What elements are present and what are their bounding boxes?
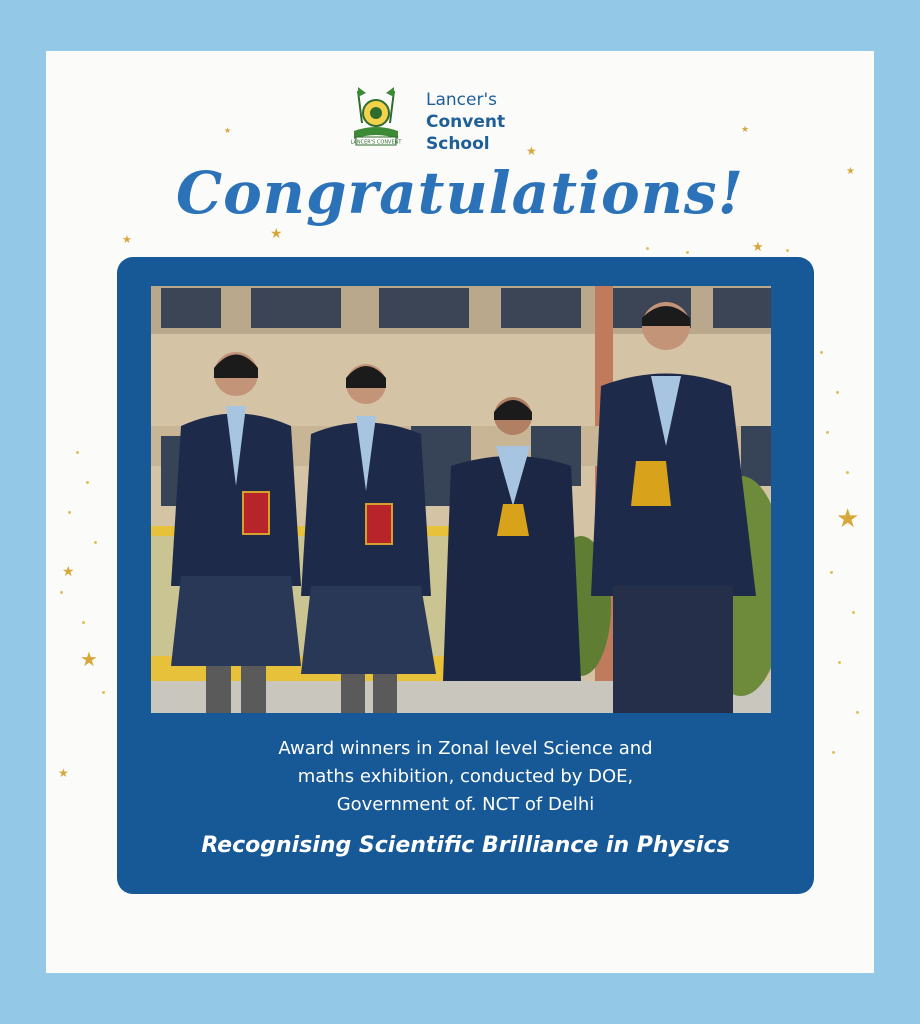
sparkle-dot [646, 247, 649, 250]
sparkle-dot [68, 511, 71, 514]
brand-name [426, 89, 505, 155]
award-winners-photo [151, 286, 771, 713]
sparkle-dot [838, 661, 841, 664]
sparkle-dot [786, 249, 789, 252]
award-panel [117, 257, 814, 894]
star-icon: ★ [526, 144, 537, 158]
caption-line-3: Government of. NCT of Delhi [336, 794, 595, 815]
caption-line-2: maths exhibition, conducted by DOE, [297, 766, 634, 787]
sparkle-dot [826, 431, 829, 434]
star-icon: ★ [846, 166, 855, 177]
sparkle-dot [832, 751, 835, 754]
sparkle-dot [836, 391, 839, 394]
sparkle-dot [102, 691, 105, 694]
sparkle-dot [830, 571, 833, 574]
sparkle-dot [856, 711, 859, 714]
brand-line-2: Convent [426, 112, 506, 132]
star-icon: ★ [224, 126, 232, 135]
brand-line-3: School [426, 134, 490, 154]
headline: Congratulations! [175, 159, 745, 227]
brand-line-1: Lancer's [426, 90, 497, 110]
logo-ribbon-text: LANCER'S CONVENT [350, 139, 402, 146]
sparkle-dot [86, 481, 89, 484]
award-caption [117, 735, 814, 819]
sparkle-dot [94, 541, 97, 544]
sparkle-dot [846, 471, 849, 474]
star-icon: ★ [270, 226, 283, 242]
caption-line-1: Award winners in Zonal level Science and [278, 738, 653, 759]
sparkle-dot [76, 451, 79, 454]
sparkle-dot [820, 351, 823, 354]
star-icon: ★ [836, 504, 860, 534]
tagline: Recognising Scientific Brilliance in Physics [201, 833, 730, 858]
star-icon: ★ [752, 240, 764, 255]
sparkle-dot [60, 591, 63, 594]
sparkle-dot [686, 251, 689, 254]
star-icon: ★ [80, 647, 98, 671]
sparkle-dot [852, 611, 855, 614]
star-icon: ★ [62, 564, 75, 580]
photo-illustration [151, 286, 771, 713]
star-icon: ★ [122, 233, 132, 246]
school-logo-icon [340, 83, 412, 153]
greeting-card [46, 51, 874, 973]
star-icon: ★ [741, 125, 750, 135]
star-icon: ★ [58, 766, 69, 780]
sparkle-dot [82, 621, 85, 624]
